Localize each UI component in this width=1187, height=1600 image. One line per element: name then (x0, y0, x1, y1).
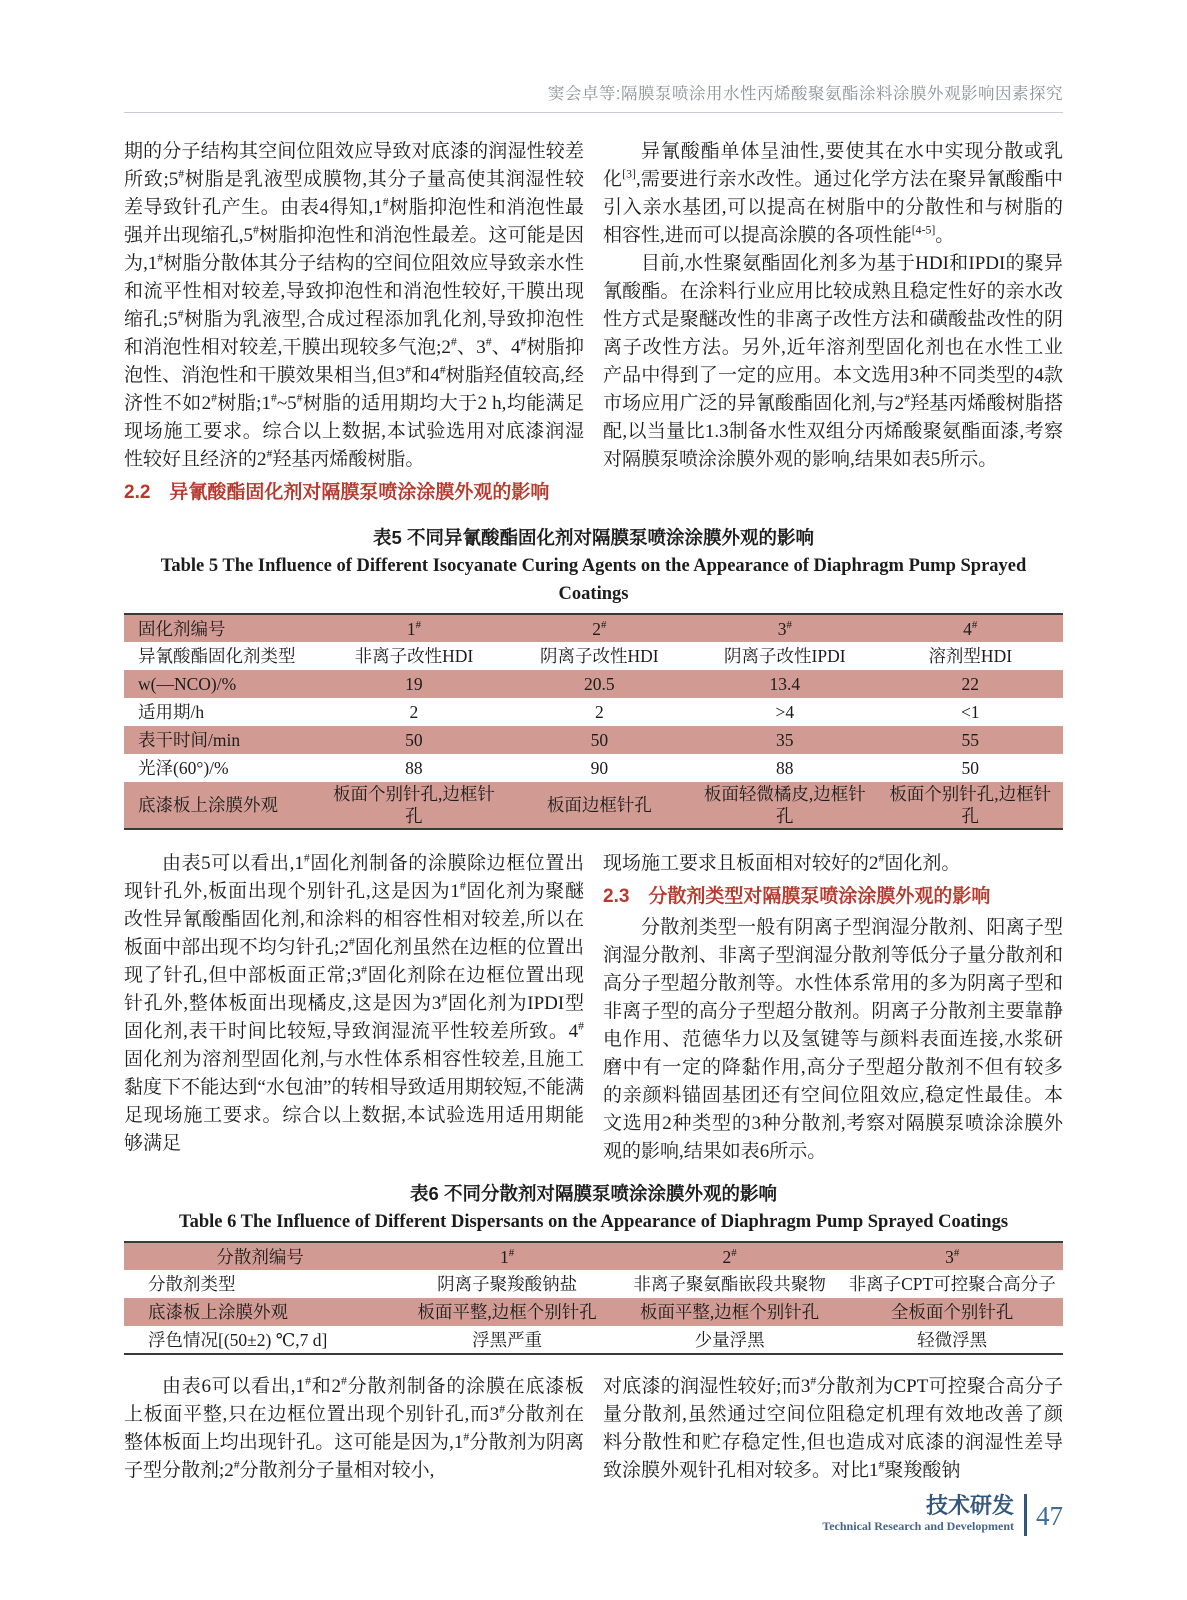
column-left (124, 1373, 584, 1485)
paragraph: 对底漆的润湿性较好;而3#分散剂为CPT可控聚合高分子量分散剂,虽然通过空间位阻稳定机理有效地改善了颜料分散性和贮存稳定性,但也造成对底漆的润湿性差导致涂膜外观针孔相对较多。对比1#聚羧酸钠 (603, 1374, 1063, 1481)
cell: 阴离子聚羧酸钠盐 (437, 1274, 578, 1294)
cell: 90 (590, 758, 609, 778)
table-row (124, 726, 1063, 754)
row-label: 底漆板上涂膜外观 (124, 1298, 396, 1326)
table-row (124, 782, 1063, 829)
column-left (124, 850, 584, 1166)
cell: 2# (507, 614, 692, 642)
cell: 阴离子改性HDI (540, 646, 659, 666)
row-label: 底漆板上涂膜外观 (124, 782, 321, 829)
cell: 全板面个别针孔 (841, 1298, 1063, 1326)
page-content (124, 138, 1063, 1485)
table5-title-zh: 表5 不同异氰酸酯固化剂对隔膜泵喷涂涂膜外观的影响 (373, 527, 814, 548)
cell: 50 (961, 758, 979, 778)
table-row (124, 1270, 1063, 1298)
table6-block (124, 1180, 1063, 1355)
cell: 35 (692, 726, 877, 754)
cell: 阴离子改性IPDI (724, 646, 846, 666)
column-right (603, 1373, 1063, 1485)
table-row (124, 698, 1063, 726)
row-label: w(—NCO)/% (124, 670, 321, 698)
cell: 板面轻微橘皮,边框针孔 (692, 782, 877, 829)
running-title: 窦会卓等:隔膜泵喷涂用水性丙烯酸聚氨酯涂料涂膜外观影响因素探究 (547, 85, 1063, 103)
table-row (124, 614, 1063, 642)
cell: 22 (878, 670, 1064, 698)
table-row (124, 642, 1063, 670)
text-block-b (124, 850, 1063, 1166)
cell: <1 (960, 702, 980, 722)
row-label: 分散剂编号 (124, 1242, 396, 1270)
table5-title-en: Table 5 The Influence of Different Isocyanate Curing Agents on the Appearance of Diaphragm Pump Sprayed Coatings (160, 556, 1027, 604)
cell: 3# (692, 614, 877, 642)
cell: 19 (321, 670, 506, 698)
cell: 板面平整,边框个别针孔 (618, 1298, 841, 1326)
table-row (124, 754, 1063, 782)
row-label: 表干时间/min (124, 726, 321, 754)
cell: 50 (321, 726, 506, 754)
text-block-c (124, 1373, 1063, 1485)
cell: 1# (396, 1242, 618, 1270)
cell: 4# (878, 614, 1064, 642)
cell: 非离子聚氨酯嵌段共聚物 (633, 1274, 826, 1294)
footer-section-en: Technical Research and Development (822, 1519, 1014, 1533)
page-footer (822, 1494, 1063, 1536)
table5-block (124, 524, 1063, 830)
paragraph: 异氰酸酯单体呈油性,要使其在水中实现分散或乳化[3],需要进行亲水改性。通过化学方法在聚异氰酸酯中引入亲水基团,可以提高在树脂中的分散性和与树脂的相容性,进而可以提高涂膜的各项性能[4-5]。 (603, 141, 1063, 246)
table5 (124, 613, 1063, 830)
paragraph: 目前,水性聚氨酯固化剂多为基于HDI和IPDI的聚异氰酸酯。在涂料行业应用比较成熟且稳定性好的亲水改性方式是聚醚改性的非离子改性方法和磺酸盐改性的阴离子改性方法。另外,近年溶剂型固化剂也在水性工业产品中得到了一定的应用。本文选用3种不同类型的4款市场应用广泛的异氰酸酯固化剂,与2#羟基丙烯酸树脂搭配,以当量比1.3制备水性双组分丙烯酸聚氨酯面漆,考察对隔膜泵喷涂涂膜外观的影响,结果如表5所示。 (603, 253, 1063, 470)
cell: 2# (618, 1242, 841, 1270)
paragraph: 由表5可以看出,1#固化剂制备的涂膜除边框位置出现针孔外,板面出现个别针孔,这是因为1#固化剂为聚醚改性异氰酸酯固化剂,和涂料的相容性相对较差,所以在板面中部出现不均匀针孔;2#固化剂虽然在边框的位置出现了针孔,但中部板面正常;3#固化剂除在边框位置出现针孔外,整体板面出现橘皮,这是因为3#固化剂为IPDI型固化剂,表干时间比较短,导致润湿流平性较差所致。4#固化剂为溶剂型固化剂,与水性体系相容性较差,且施工黏度下不能达到“水包油”的转相导致适用期较短,不能满足现场施工要求。综合以上数据,本试验选用适用期能够满足 (124, 851, 584, 1154)
column-right (603, 850, 1063, 1166)
text-block-a (124, 138, 1063, 510)
cell: 3# (841, 1242, 1063, 1270)
cell: 88 (405, 758, 423, 778)
table-row (124, 1326, 1063, 1354)
cell: 88 (776, 758, 794, 778)
table6 (124, 1241, 1063, 1355)
table-row (124, 1298, 1063, 1326)
cell: 板面平整,边框个别针孔 (396, 1298, 618, 1326)
section-heading-2-2: 2.2 异氰酸酯固化剂对隔膜泵喷涂涂膜外观的影响 (124, 482, 550, 503)
row-label: 适用期/h (138, 702, 205, 722)
table6-title-zh: 表6 不同分散剂对隔膜泵喷涂涂膜外观的影响 (410, 1183, 777, 1204)
paragraph: 期的分子结构其空间位阻效应导致对底漆的润湿性较差所致;5#树脂是乳液型成膜物,其分子量高使其润湿性较差导致针孔产生。由表4得知,1#树脂抑泡性和消泡性最强并出现缩孔,5#树脂抑泡性和消泡性最差。这可能是因为,1#树脂分散体其分子结构的空间位阻效应导致亲水性和流平性相对较差,导致抑泡性和消泡性较好,干膜出现缩孔;5#树脂为乳液型,合成过程添加乳化剂,导致抑泡性和消泡性相对较差,干膜出现较多气泡;2#、3#、4#树脂抑泡性、消泡性和干膜效果相当,但3#和4#树脂羟值较高,经济性不如2#树脂;1#~5#树脂的适用期均大于2 h,均能满足现场施工要求。综合以上数据,本试验选用对底漆润湿性较好且经济的2#羟基丙烯酸树脂。 (124, 141, 584, 470)
page-number: 47 (1036, 1501, 1063, 1531)
paragraph: 现场施工要求且板面相对较好的2#固化剂。 (603, 851, 961, 874)
row-label: 异氰酸酯固化剂类型 (138, 646, 296, 666)
table-row (124, 670, 1063, 698)
row-label: 浮色情况[(50±2) ℃,7 d] (148, 1329, 328, 1350)
cell: >4 (775, 702, 795, 722)
row-label: 固化剂编号 (124, 614, 321, 642)
paragraph: 由表6可以看出,1#和2#分散剂制备的涂膜在底漆板上板面平整,只在边框位置出现个别针孔,而3#分散剂在整体板面上均出现针孔。这可能是因为,1#分散剂为阴离子型分散剂;2#分散剂分子量相对较小, (124, 1374, 584, 1481)
footer-section (822, 1494, 1014, 1534)
cell: 少量浮黑 (694, 1329, 765, 1350)
cell: 板面个别针孔,边框针孔 (321, 782, 506, 829)
cell: 溶剂型HDI (928, 646, 1013, 666)
cell: 13.4 (692, 670, 877, 698)
cell: 轻微浮黑 (917, 1329, 988, 1350)
cell: 50 (507, 726, 692, 754)
cell: 55 (878, 726, 1064, 754)
cell: 1# (321, 614, 506, 642)
column-left (124, 138, 584, 510)
footer-divider-bar (1024, 1494, 1027, 1536)
cell: 2 (594, 702, 604, 722)
paragraph: 分散剂类型一般有阴离子型润湿分散剂、阳离子型润湿分散剂、非离子型润湿分散剂等低分子量分散剂和高分子型超分散剂等。水性体系常用的多为阴离子型和非离子型的高分子型超分散剂。阴离子分散剂主要靠静电作用、范德华力以及氢键等与颜料表面连接,水浆研磨中有一定的降黏作用,高分子型超分散剂不但有较多的亲颜料锚固基团还有空间位阻效应,稳定性最佳。本文选用2种类型的3种分散剂,考察对隔膜泵喷涂涂膜外观的影响,结果如表6所示。 (603, 917, 1063, 1162)
header-divider (124, 112, 1063, 113)
cell: 非离子CPT可控聚合高分子 (848, 1274, 1056, 1294)
cell: 非离子改性HDI (354, 646, 474, 666)
row-label: 分散剂类型 (148, 1274, 236, 1294)
cell: 板面边框针孔 (507, 782, 692, 829)
section-heading-2-3: 2.3 分散剂类型对隔膜泵喷涂涂膜外观的影响 (603, 886, 991, 907)
table6-title-en: Table 6 The Influence of Different Dispersants on the Appearance of Diaphragm Pump Sprayed Coatings (178, 1212, 1009, 1232)
row-label: 光泽(60°)/% (138, 758, 229, 778)
cell: 板面个别针孔,边框针孔 (878, 782, 1064, 829)
footer-section-zh: 技术研发 (925, 1493, 1014, 1518)
table-row (124, 1242, 1063, 1270)
column-right (603, 138, 1063, 510)
cell: 浮黑严重 (472, 1329, 543, 1350)
cell: 20.5 (507, 670, 692, 698)
cell: 2 (409, 702, 419, 722)
